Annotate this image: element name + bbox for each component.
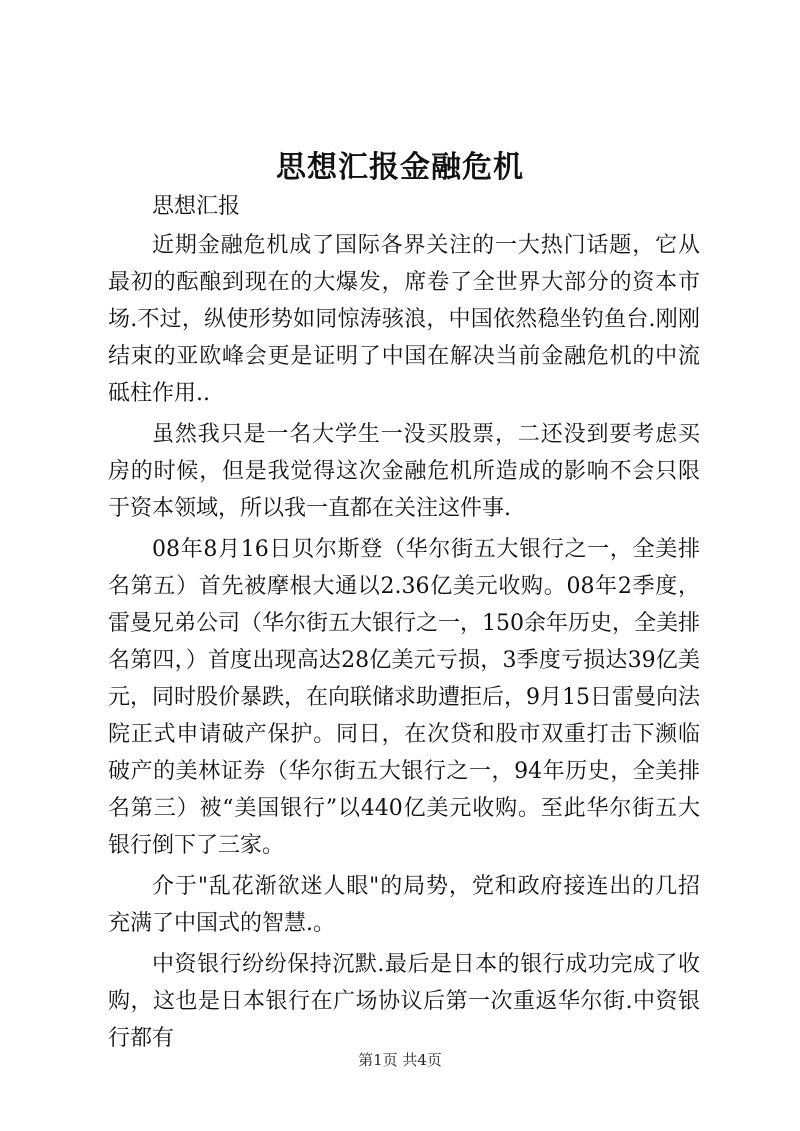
paragraph-4: 介于"乱花渐欲迷人眼"的局势，党和政府接连出的几招充满了中国式的智慧.。 [108, 874, 700, 936]
document-body [108, 188, 700, 1061]
page-footer: 第1页 共4页 [358, 1051, 442, 1069]
paragraph-1: 近期金融危机成了国际各界关注的一大热门话题，它从最初的酝酿到现在的大爆发，席卷了全世界大部分的资本市场.不过，纵使形势如同惊涛骇浪，中国依然稳坐钓鱼台.刚刚结束的亚欧峰会更是证明了中国在解决当前金融危机的中流砥柱作用.. [108, 233, 700, 406]
paragraph-2: 虽然我只是一名大学生一没买股票，二还没到要考虑买房的时候，但是我觉得这次金融危机所造成的影响不会只限于资本领域，所以我一直都在关注这件事. [108, 422, 700, 521]
section-heading: 思想汇报 [152, 194, 241, 219]
paragraph-5: 中资银行纷纷保持沉默.最后是日本的银行成功完成了收购，这也是日本银行在广场协议后第一次重返华尔街.中资银行都有 [108, 952, 700, 1051]
document-title: 思想汇报金融危机 [276, 150, 524, 185]
paragraph-3: 08年8月16日贝尔斯登（华尔街五大银行之一，全美排名第五）首先被摩根大通以2.36亿美元收购。08年2季度，雷曼兄弟公司（华尔街五大银行之一，150余年历史，全美排名第四，）首度出现高达28亿美元亏损，3季度亏损达39亿美元，同时股价暴跌，在向联储求助遭拒后，9月15日雷曼向法院正式申请破产保护。同日，在次贷和股市双重打击下濒临破产的美林证券（华尔街五大银行之一，94年历史，全美排名第三）被“美国银行”以440亿美元收购。至此华尔街五大银行倒下了三家。 [108, 537, 700, 858]
